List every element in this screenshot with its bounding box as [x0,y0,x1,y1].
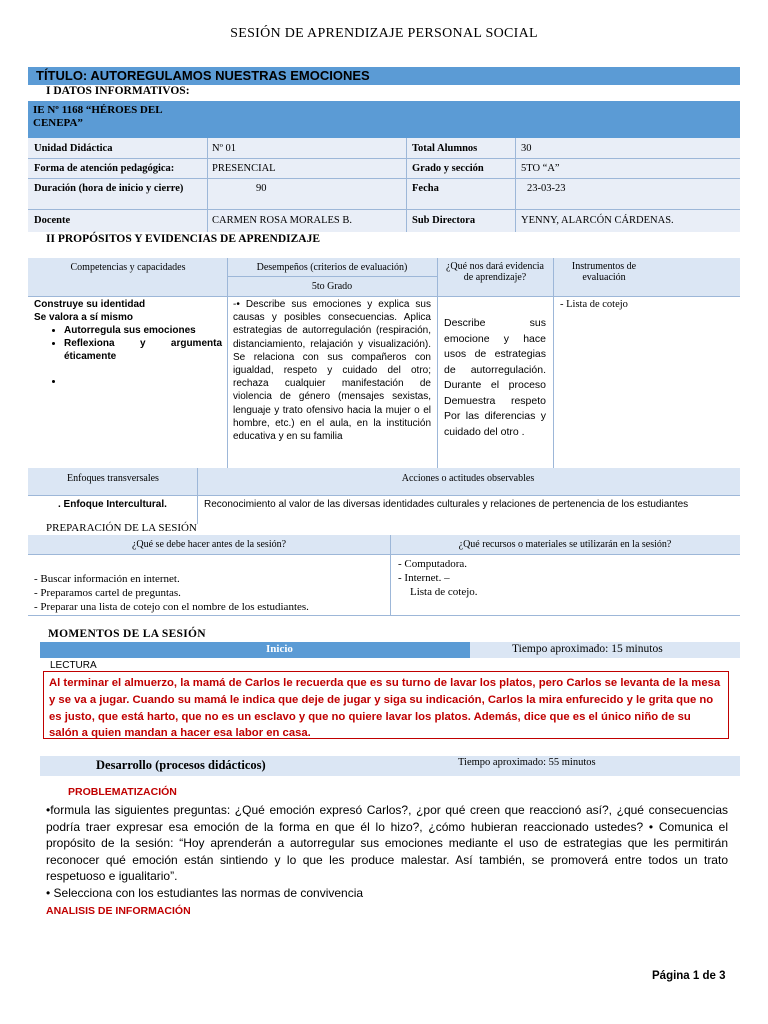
header-competencias: Competencias y capacidades [70,262,186,273]
list-item: - Preparamos cartel de preguntas. [34,587,181,599]
instrumentos-text: - Lista de cotejo [560,299,628,310]
list-item: • Autorregula sus emociones [64,324,222,337]
problematizacion-heading: PROBLEMATIZACIÓN [68,786,177,798]
list-item: - Buscar información en internet. [34,573,180,585]
page-of: de [699,970,720,982]
inicio-label: Inicio [266,643,293,655]
normas-text: • Selecciona con los estudiantes las normas de convivencia [46,886,364,900]
page-title: SESIÓN DE APRENDIZAJE PERSONAL SOCIAL [230,26,538,41]
header-desempenos: Desempeños (criterios de evaluación) [256,262,408,273]
list-item: • Reflexiona y argumenta éticamente [64,337,222,363]
label-unidad: Unidad Didáctica [34,143,113,154]
desempenos-text: -• Describe sus emociones y explica sus causas y posibles consecuencias. Aplica estrategias de autorregulación (respiración, distanciamiento, relajación y visualización). Se relaciona con sus compañeros con igualdad, respeto y cuidado del otro; rechaza cualquier manifestación de violencia de género (mensajes sexistas, lenguaje y trato ofensivo hacia la mujer o el hombre, etc.) en el aula, en la institución educativa y en su familia [233,299,431,443]
value-duracion: 90 [256,183,267,194]
list-item: - Preparar una lista de cotejo con el nombre de los estudiantes. [34,601,309,613]
accion-value: Reconocimiento al valor de las diversas identidades culturales y relaciones de pertenencia de los estudiantes [204,499,689,510]
session-title: TÍTULO: AUTOREGULAMOS NUESTRAS EMOCIONES [36,68,370,83]
preparacion-heading: PREPARACIÓN DE LA SESIÓN [46,522,197,534]
value-docente: CARMEN ROSA MORALES B. [212,215,353,226]
desarrollo-tiempo: Tiempo aproximado: 55 minutos [458,757,596,768]
header-antes: ¿Qué se debe hacer antes de la sesión? [131,539,287,550]
label-fecha: Fecha [412,183,439,194]
capacidades-list [34,324,222,388]
page-label: Página [652,970,693,982]
recursos-list [394,555,738,601]
header-recursos: ¿Qué recursos o materiales se utilizarán en la sesión? [458,539,672,550]
label-total: Total Alumnos [412,143,478,154]
label-grado: Grado y sección [412,163,484,174]
header-enfoques: Enfoques transversales [67,473,159,484]
competencia-title: Construye su identidad [34,299,146,310]
label-docente: Docente [34,215,71,226]
list-item: - Internet. – [398,572,450,584]
page-number [652,970,726,982]
label-subdirectora: Sub Directora [412,215,476,226]
page-total: 3 [719,970,726,982]
lectura-label: LECTURA [50,660,97,671]
header-instrumentos: Instrumentos de evaluación [571,261,637,283]
value-total: 30 [521,143,532,154]
ie-name: IE Nº 1168 “HÉROES DEL CENEPA” [33,104,162,129]
header-acciones: Acciones o actitudes observables [401,473,535,484]
list-item: Lista de cotejo. [410,586,478,598]
problematizacion-text: •formula las siguientes preguntas: ¿Qué emoción expresó Carlos?, ¿por qué creen que reaccionó así?, ¿qué consecuencias podría traer expresar esa emoción de la forma en que él lo hizo?, ¿cómo hubieran reaccionado ustedes? • Comunica el propósito de la sesión: “Hoy aprenderán a autorregular sus emociones mediante el uso de estrategias que les permitirán reconocer qué emoción están sintiendo y lo que les produce malestar. Así también, se promoverá entre todos un trato respetuoso e igualitario”. [46,803,728,884]
value-unidad: Nº 01 [212,143,236,154]
datos-heading: I DATOS INFORMATIVOS: [46,85,190,97]
label-forma: Forma de atención pedagógica: [34,163,175,174]
propositos-heading: II PROPÓSITOS Y EVIDENCIAS DE APRENDIZAJE [46,233,321,245]
value-forma: PRESENCIAL [212,163,276,174]
enfoque-value: . Enfoque Intercultural. [58,499,167,510]
ie-bar [28,101,740,138]
competencias-cell [30,296,226,390]
value-grado: 5TO “A” [521,163,560,174]
session-title-bar [28,67,740,85]
evidencia-text: Describe sus emocione y hace usos de estrategias de autorregulación. Durante el proceso Demuestra respeto Por las diferencias y cuidado del otro . [444,317,546,438]
label-duracion: Duración (hora de inicio y cierre) [34,183,184,194]
header-grado: 5to Grado [311,281,353,292]
value-subdirectora: YENNY, ALARCÓN CÁRDENAS. [521,215,674,226]
analisis-heading: ANALISIS DE INFORMACIÓN [46,905,191,917]
antes-list [30,570,388,616]
value-fecha: 23-03-23 [527,183,566,194]
list-item: - Computadora. [398,558,468,570]
momentos-heading: MOMENTOS DE LA SESIÓN [48,628,206,640]
list-item [64,375,222,388]
page-current: 1 [692,970,700,982]
competencia-sub: Se valora a sí mismo [34,312,133,323]
inicio-tiempo: Tiempo aproximado: 15 minutos [512,643,663,655]
lectura-box: Al terminar el almuerzo, la mamá de Carlos le recuerda que es su turno de lavar los platos, pero Carlos se levanta de la mesa y se va a jugar. Cuando su mamá le indica que deje de jugar y siga su indicación, Carlos la mira enfurecido y le grita que no es justo, que está harto, que no es un esclavo y que no quiere lavar los platos. Además, dice que es el único niño de su salón a quien mandan a hacer esa labor en casa. [43,671,729,739]
desarrollo-label: Desarrollo (procesos didácticos) [96,758,266,772]
header-evidencia: ¿Qué nos dará evidencia de aprendizaje? [445,261,544,283]
